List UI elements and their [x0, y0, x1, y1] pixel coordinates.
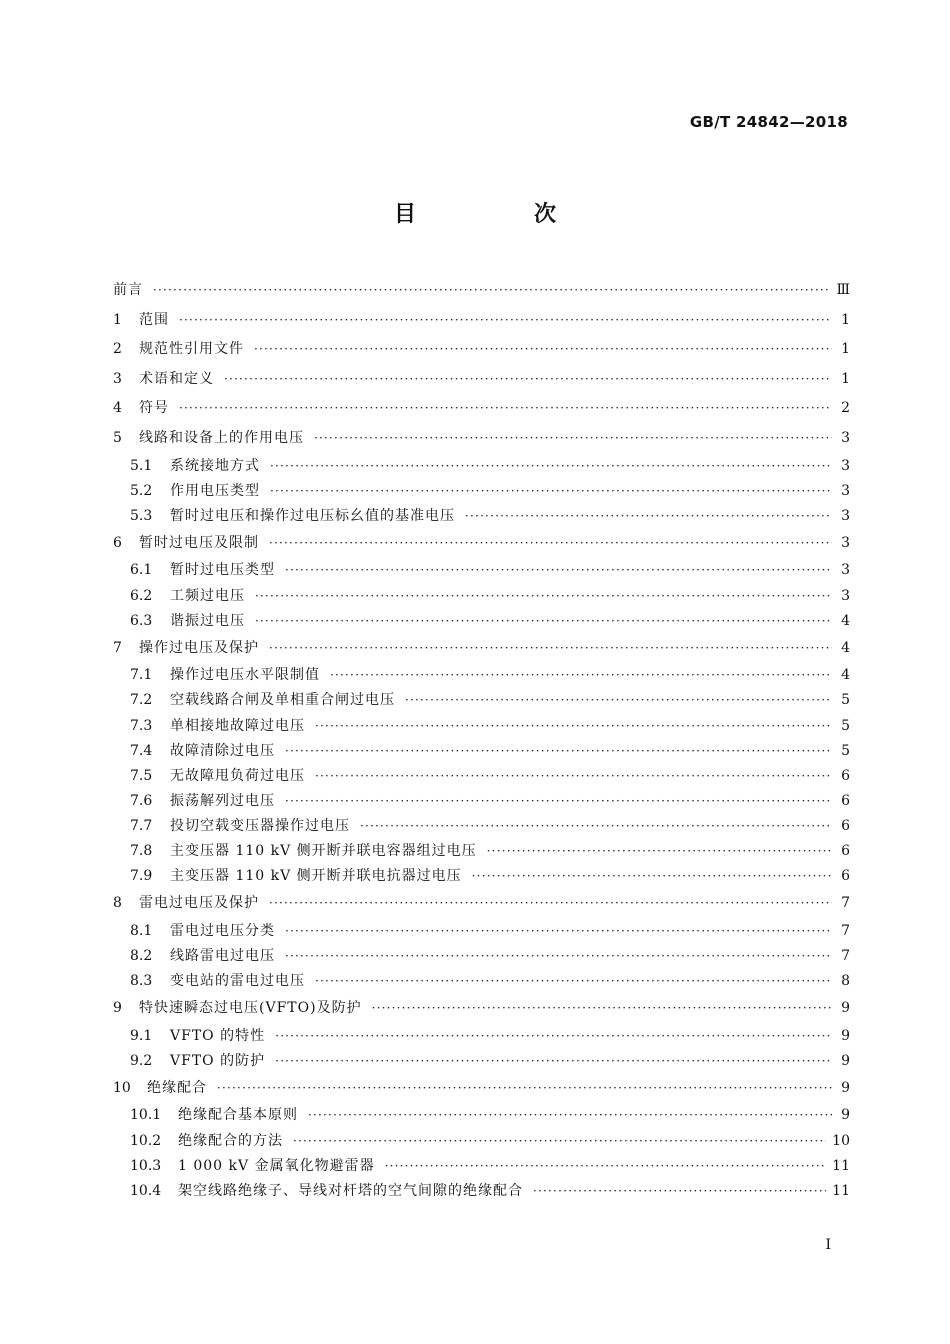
- toc-entry-page: 9: [841, 1107, 850, 1124]
- toc-entry[interactable]: [113, 663, 850, 688]
- toc-entry-number: 7.5: [130, 767, 153, 784]
- toc-entry-number: 7: [113, 639, 122, 656]
- toc-entry-page: 9: [841, 1052, 850, 1069]
- table-of-contents: [113, 276, 850, 1204]
- toc-entry-title: VFTO 的防护: [170, 1052, 266, 1069]
- toc-dot-leader: [275, 1049, 832, 1074]
- toc-dot-leader: [293, 1129, 826, 1154]
- toc-dot-leader: [285, 739, 832, 764]
- toc-entry-number: 2: [113, 341, 122, 358]
- toc-entry-title: 前言: [113, 282, 143, 298]
- toc-entry-title: 故障清除过电压: [170, 742, 275, 759]
- toc-dot-leader: [254, 335, 832, 365]
- toc-entry[interactable]: [113, 335, 850, 365]
- toc-entry[interactable]: [113, 454, 850, 479]
- toc-dot-leader: [269, 634, 832, 664]
- toc-entry-page: 9: [841, 1079, 850, 1096]
- toc-entry-page: 5: [841, 717, 850, 734]
- toc-entry-title: 术语和定义: [139, 370, 214, 387]
- toc-entry-page: 7: [841, 922, 850, 939]
- toc-entry-page: 11: [832, 1157, 850, 1174]
- toc-entry-number: 7.8: [130, 842, 153, 859]
- toc-entry-title: 架空线路绝缘子、导线对杆塔的空气间隙的绝缘配合: [178, 1182, 523, 1199]
- toc-entry-title: 谐振过电压: [170, 612, 245, 629]
- toc-entry-number: 3: [113, 370, 122, 387]
- toc-dot-leader: [285, 944, 832, 969]
- toc-entry[interactable]: [113, 864, 850, 889]
- toc-entry-number: 7.3: [130, 717, 153, 734]
- toc-entry-page: 2: [841, 400, 850, 417]
- toc-dot-leader: [179, 394, 832, 424]
- toc-dot-leader: [270, 479, 832, 504]
- toc-entry[interactable]: [113, 558, 850, 583]
- toc-dot-leader: [308, 1103, 832, 1128]
- toc-entry-page: 7: [841, 947, 850, 964]
- toc-entry-page: 6: [841, 868, 850, 885]
- toc-dot-leader: [275, 1024, 832, 1049]
- toc-entry-page: 9: [841, 1000, 850, 1017]
- toc-entry-page: 4: [841, 639, 850, 656]
- toc-entry-number: 7.9: [130, 868, 153, 885]
- toc-entry-number: 10.1: [130, 1107, 162, 1124]
- toc-dot-leader: [285, 789, 832, 814]
- standard-code: GB/T 24842—2018: [689, 113, 848, 131]
- toc-entry[interactable]: [113, 1103, 850, 1128]
- toc-entry-number: 8.2: [130, 947, 153, 964]
- toc-entry-page: 5: [841, 692, 850, 709]
- toc-entry-page: 10: [832, 1132, 850, 1149]
- toc-dot-leader: [330, 663, 832, 688]
- toc-entry-title: 暂时过电压类型: [170, 562, 275, 579]
- toc-dot-leader: [315, 764, 832, 789]
- toc-entry[interactable]: [113, 1154, 850, 1179]
- toc-dot-leader: [314, 424, 832, 454]
- toc-entry-page: Ⅲ: [836, 282, 850, 298]
- page-title: 目 次: [393, 202, 604, 227]
- toc-entry[interactable]: [113, 424, 850, 454]
- toc-entry-title: 雷电过电压分类: [170, 922, 275, 939]
- toc-entry-title: 绝缘配合: [147, 1079, 207, 1096]
- toc-entry-title: 暂时过电压及限制: [139, 534, 259, 551]
- toc-entry-title: 操作过电压及保护: [139, 639, 259, 656]
- toc-entry[interactable]: [113, 276, 850, 306]
- toc-entry-number: 5: [113, 429, 122, 446]
- toc-entry-title: 特快速瞬态过电压(VFTO)及防护: [139, 1000, 362, 1017]
- toc-entry-page: 7: [841, 895, 850, 912]
- toc-entry-number: 10.3: [130, 1157, 162, 1174]
- toc-entry-title: 绝缘配合的方法: [178, 1132, 283, 1149]
- toc-entry[interactable]: [113, 688, 850, 713]
- toc-dot-leader: [360, 814, 832, 839]
- toc-entry-title: 单相接地故障过电压: [170, 717, 305, 734]
- toc-entry-page: 11: [832, 1182, 850, 1199]
- toc-dot-leader: [285, 558, 832, 583]
- toc-dot-leader: [487, 839, 832, 864]
- toc-entry-page: 6: [841, 842, 850, 859]
- toc-entry-page: 4: [841, 612, 850, 629]
- toc-dot-leader: [472, 864, 832, 889]
- toc-entry[interactable]: [113, 1179, 850, 1204]
- toc-entry[interactable]: [113, 789, 850, 814]
- toc-entry-title: 线路雷电过电压: [170, 947, 275, 964]
- toc-entry-title: VFTO 的特性: [170, 1027, 266, 1044]
- toc-entry-title: 线路和设备上的作用电压: [139, 429, 304, 446]
- toc-entry-number: 9: [113, 1000, 122, 1017]
- toc-entry-title: 符号: [139, 400, 169, 417]
- toc-entry-number: 7.6: [130, 792, 153, 809]
- toc-entry-title: 规范性引用文件: [139, 341, 244, 358]
- toc-entry-number: 10.2: [130, 1132, 162, 1149]
- toc-entry[interactable]: [113, 584, 850, 609]
- toc-entry[interactable]: [113, 839, 850, 864]
- toc-dot-leader: [255, 584, 832, 609]
- toc-entry[interactable]: [113, 944, 850, 969]
- toc-dot-leader: [153, 276, 830, 306]
- toc-entry-title: 绝缘配合基本原则: [178, 1107, 298, 1124]
- toc-dot-leader: [465, 504, 832, 529]
- toc-entry[interactable]: [113, 634, 850, 664]
- toc-entry-number: 6.1: [130, 562, 153, 579]
- toc-entry-number: 6: [113, 534, 122, 551]
- toc-entry-page: 9: [841, 1027, 850, 1044]
- toc-entry-page: 6: [841, 817, 850, 834]
- toc-entry-page: 3: [841, 534, 850, 551]
- toc-dot-leader: [270, 454, 832, 479]
- toc-entry-number: 7.2: [130, 692, 153, 709]
- toc-entry-title: 主变压器 110 kV 侧开断并联电容器组过电压: [170, 842, 477, 859]
- toc-entry[interactable]: [113, 969, 850, 994]
- toc-entry-number: 4: [113, 400, 122, 417]
- toc-entry[interactable]: [113, 479, 850, 504]
- toc-entry-number: 1: [113, 311, 122, 328]
- toc-entry[interactable]: [113, 764, 850, 789]
- toc-entry-number: 6.2: [130, 587, 153, 604]
- toc-entry-page: 6: [841, 792, 850, 809]
- toc-dot-leader: [285, 919, 832, 944]
- toc-entry-number: 8.3: [130, 972, 153, 989]
- toc-entry-title: 操作过电压水平限制值: [170, 667, 320, 684]
- toc-entry[interactable]: [113, 919, 850, 944]
- toc-dot-leader: [372, 994, 832, 1024]
- toc-entry[interactable]: [113, 889, 850, 919]
- toc-entry-title: 1 000 kV 金属氧化物避雷器: [178, 1157, 375, 1174]
- toc-entry[interactable]: [113, 609, 850, 634]
- toc-dot-leader: [179, 306, 832, 336]
- toc-entry[interactable]: [113, 504, 850, 529]
- toc-entry-page: 3: [841, 429, 850, 446]
- toc-entry-page: 8: [841, 972, 850, 989]
- toc-dot-leader: [533, 1179, 826, 1204]
- toc-entry-title: 暂时过电压和操作过电压标幺值的基准电压: [170, 507, 455, 524]
- toc-entry-number: 8: [113, 895, 122, 912]
- toc-dot-leader: [315, 969, 832, 994]
- toc-dot-leader: [269, 889, 832, 919]
- toc-entry-title: 无故障甩负荷过电压: [170, 767, 305, 784]
- toc-entry-title: 范围: [139, 311, 169, 328]
- toc-dot-leader: [269, 529, 832, 559]
- toc-entry-number: 5.1: [130, 457, 153, 474]
- toc-entry[interactable]: [113, 994, 850, 1024]
- toc-entry[interactable]: [113, 306, 850, 336]
- toc-entry[interactable]: [113, 529, 850, 559]
- toc-dot-leader: [224, 365, 832, 395]
- toc-dot-leader: [315, 714, 832, 739]
- toc-entry-number: 10: [113, 1079, 131, 1096]
- toc-entry-page: 3: [841, 507, 850, 524]
- toc-entry-number: 5.2: [130, 482, 153, 499]
- toc-entry-page: 1: [841, 311, 850, 328]
- toc-entry-number: 9.1: [130, 1027, 153, 1044]
- toc-entry-number: 9.2: [130, 1052, 153, 1069]
- toc-entry-title: 雷电过电压及保护: [139, 895, 259, 912]
- toc-dot-leader: [385, 1154, 827, 1179]
- toc-dot-leader: [217, 1074, 832, 1104]
- page-number: I: [825, 1237, 831, 1253]
- toc-entry-page: 3: [841, 587, 850, 604]
- toc-entry-title: 投切空载变压器操作过电压: [170, 817, 350, 834]
- toc-entry[interactable]: [113, 1024, 850, 1049]
- toc-entry-title: 系统接地方式: [170, 457, 260, 474]
- toc-entry[interactable]: [113, 739, 850, 764]
- toc-entry-title: 作用电压类型: [170, 482, 260, 499]
- toc-entry[interactable]: [113, 814, 850, 839]
- toc-entry-title: 变电站的雷电过电压: [170, 972, 305, 989]
- toc-entry-page: 1: [841, 341, 850, 358]
- toc-entry-title: 主变压器 110 kV 侧开断并联电抗器过电压: [170, 868, 462, 885]
- toc-entry[interactable]: [113, 1049, 850, 1074]
- toc-entry-page: 6: [841, 767, 850, 784]
- toc-entry-title: 空载线路合闸及单相重合闸过电压: [170, 692, 395, 709]
- toc-entry-page: 3: [841, 457, 850, 474]
- toc-entry-page: 3: [841, 562, 850, 579]
- toc-entry-number: 5.3: [130, 507, 153, 524]
- toc-dot-leader: [255, 609, 832, 634]
- toc-entry-title: 工频过电压: [170, 587, 245, 604]
- toc-entry-number: 7.7: [130, 817, 153, 834]
- toc-entry[interactable]: [113, 1074, 850, 1104]
- toc-entry-number: 7.1: [130, 667, 153, 684]
- toc-entry-page: 4: [841, 667, 850, 684]
- toc-entry[interactable]: [113, 365, 850, 395]
- toc-entry[interactable]: [113, 714, 850, 739]
- toc-entry-number: 8.1: [130, 922, 153, 939]
- toc-entry-page: 1: [841, 370, 850, 387]
- toc-entry-number: 6.3: [130, 612, 153, 629]
- toc-dot-leader: [405, 688, 832, 713]
- toc-entry-number: 10.4: [130, 1182, 162, 1199]
- toc-entry-page: 3: [841, 482, 850, 499]
- toc-entry-title: 振荡解列过电压: [170, 792, 275, 809]
- toc-entry-page: 5: [841, 742, 850, 759]
- toc-entry[interactable]: [113, 1129, 850, 1154]
- toc-entry-number: 7.4: [130, 742, 153, 759]
- toc-entry[interactable]: [113, 394, 850, 424]
